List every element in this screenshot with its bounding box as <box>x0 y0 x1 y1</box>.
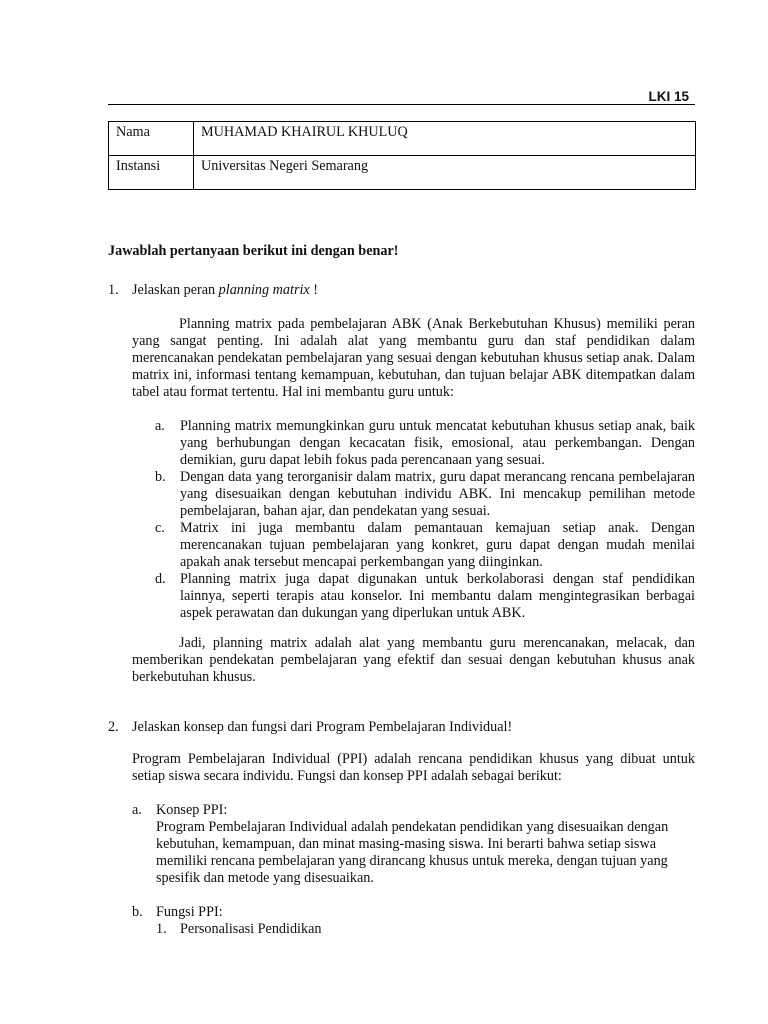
question-text <box>132 282 318 299</box>
list-marker: b. <box>132 904 143 920</box>
institution-value: Universitas Negeri Semarang <box>194 156 696 190</box>
table-row <box>109 156 696 190</box>
question-number: 1. <box>108 282 119 298</box>
name-label: Nama <box>109 122 194 156</box>
q2-intro-paragraph <box>132 751 695 785</box>
list-text: Planning matrix memungkinkan guru untuk mencatat kebutuhan khusus setiap anak, baik yang berhubungan dengan kecacatan fisik, emosional, atau perkembangan. Dengan demikian, guru dapat lebih fokus pada perencanaan yang sesuai. <box>180 418 695 468</box>
question-number: 2. <box>108 719 119 735</box>
table-row <box>109 122 696 156</box>
q1-intro-text: Planning matrix pada pembelajaran ABK (Anak Berkebutuhan Khusus) memiliki peran yang sangat penting. Ini adalah alat yang membantu guru dan staf pendidikan dalam merencanakan pendekatan pembelajaran yang sesuai dengan kebutuhan khusus setiap anak. Dalam matrix ini, informasi tentang kemampuan, kebutuhan, dan tujuan belajar ABK ditempatkan dalam tabel atau format tertentu. Hal ini membantu guru untuk: <box>132 316 695 400</box>
q1-conclusion-paragraph <box>132 635 695 686</box>
q2-fungsi-section <box>132 904 696 921</box>
q1-list <box>155 418 695 622</box>
list-marker: c. <box>155 520 165 536</box>
list-item <box>155 469 695 520</box>
question-suffix: ! <box>309 282 318 298</box>
konsep-text: Program Pembelajaran Individual adalah pendekatan pendidikan yang disesuaikan dengan kebutuhan, kemampuan, dan minat masing-masing siswa. Ini berarti bahwa setiap siswa memiliki rencana pembelajaran yang dirancang khusus untuk mereka, dengan tujuan yang spesifik dan metode yang disesuaikan. <box>156 819 669 886</box>
identity-table <box>108 121 696 190</box>
list-text: Dengan data yang terorganisir dalam matrix, guru dapat merancang rencana pembelajaran yang disesuaikan dengan kebutuhan individu ABK. Ini mencakup pemilihan metode pembelajaran, bahan ajar, dan pendekatan yang sesuai. <box>180 469 695 519</box>
q2-konsep-section <box>132 802 696 887</box>
list-text: Matrix ini juga membantu dalam pemantauan kemajuan setiap anak. Dengan merencanakan tujuan pembelajaran yang konkret, guru dapat dengan mudah menilai apakah anak tersebut mencapai perkembangan yang diinginkan. <box>180 520 695 570</box>
header-rule <box>108 86 695 105</box>
list-text: Personalisasi Pendidikan <box>180 921 322 937</box>
question-prefix: Jelaskan peran <box>132 282 219 298</box>
instruction-heading: Jawablah pertanyaan berikut ini dengan benar! <box>108 243 399 259</box>
question-italic-term: planning matrix <box>218 282 310 298</box>
list-marker: 1. <box>156 921 167 937</box>
fungsi-item-1 <box>156 921 322 938</box>
list-item <box>155 571 695 622</box>
document-code: LKI 15 <box>648 89 689 104</box>
question-text: Jelaskan konsep dan fungsi dari Program Pembelajaran Individual! <box>132 719 513 735</box>
list-marker: a. <box>132 802 142 818</box>
list-marker: a. <box>155 418 165 434</box>
list-item <box>155 418 695 469</box>
name-value: MUHAMAD KHAIRUL KHULUQ <box>194 122 696 156</box>
list-text: Planning matrix juga dapat digunakan untuk berkolaborasi dengan staf pendidikan lainnya, seperti terapis atau konselor. Ini membantu dalam mengintegrasikan berbagai aspek perawatan dan dukungan yang diperlukan untuk ABK. <box>180 571 695 621</box>
q1-intro-paragraph <box>132 316 695 401</box>
institution-label: Instansi <box>109 156 194 190</box>
konsep-title: Konsep PPI: <box>156 802 228 818</box>
fungsi-title: Fungsi PPI: <box>156 904 223 920</box>
q2-intro-text: Program Pembelajaran Individual (PPI) adalah rencana pendidikan khusus yang dibuat untuk setiap siswa secara individu. Fungsi dan konsep PPI adalah sebagai berikut: <box>132 751 695 784</box>
list-marker: d. <box>155 571 166 587</box>
list-item <box>155 520 695 571</box>
list-marker: b. <box>155 469 166 485</box>
q1-conclusion-text: Jadi, planning matrix adalah alat yang membantu guru merencanakan, melacak, dan memberikan pendekatan pembelajaran yang efektif dan sesuai dengan kebutuhan khusus anak berkebutuhan khusus. <box>132 635 695 685</box>
